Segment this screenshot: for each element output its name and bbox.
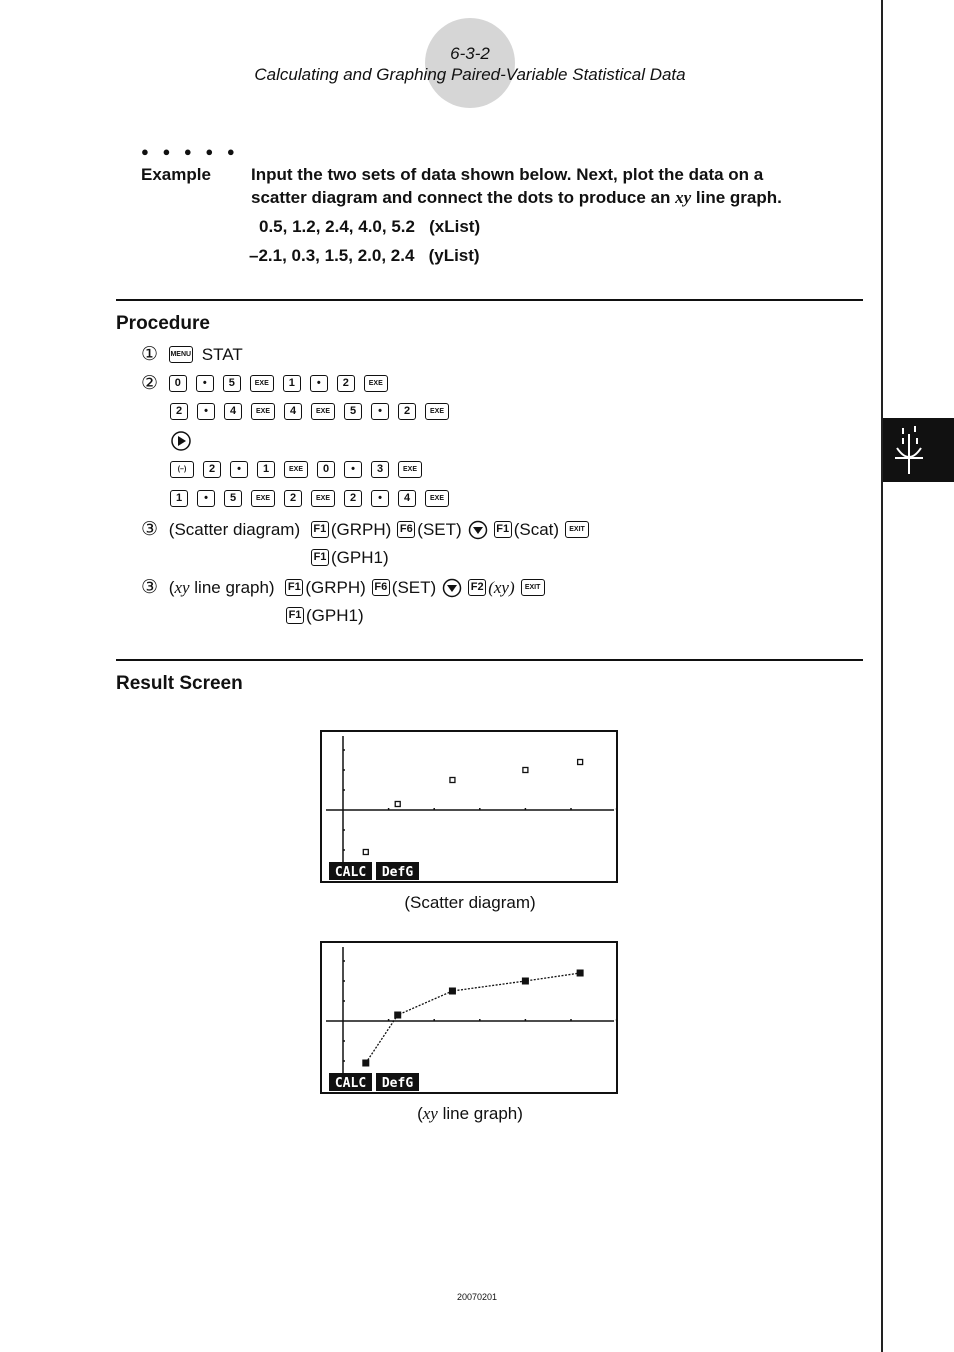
step-3a-line-1 xyxy=(141,518,598,541)
key-f6: F6 xyxy=(372,579,390,596)
key-dot: • xyxy=(371,403,389,420)
key-exe: EXE xyxy=(250,375,274,392)
gph1-text: (GPH1) xyxy=(331,547,389,567)
key-0: 0 xyxy=(169,375,187,392)
key-exe: EXE xyxy=(251,490,275,507)
menu-calc: CALC xyxy=(334,1076,367,1091)
key-dot: • xyxy=(196,375,214,392)
scat-text: (Scat) xyxy=(513,519,560,539)
key-exe: EXE xyxy=(398,461,422,478)
step-1 xyxy=(141,343,249,366)
line-caption xyxy=(320,1104,620,1124)
data-point xyxy=(578,760,583,765)
example-dots: ● ● ● ● ● xyxy=(141,144,240,159)
data-point xyxy=(522,978,529,985)
step-1-number: ① xyxy=(141,344,159,365)
gph1-text: (GPH1) xyxy=(306,605,364,625)
step-2-line-1 xyxy=(141,372,397,395)
step-2-line-2 xyxy=(170,401,458,421)
key-f2: F2 xyxy=(468,579,486,596)
step-3b-line-2 xyxy=(286,605,370,626)
data-point xyxy=(394,1012,401,1019)
key-2: 2 xyxy=(203,461,221,478)
key-f1: F1 xyxy=(311,521,329,538)
step-3a-number: ③ xyxy=(141,519,159,540)
procedure-heading: Procedure xyxy=(116,313,210,334)
step-2-number: ② xyxy=(141,373,159,394)
line-chart xyxy=(322,943,616,1092)
chapter-tab xyxy=(883,418,954,482)
key-dot: • xyxy=(344,461,362,478)
scatter-chart xyxy=(322,732,616,881)
page-edge-rule xyxy=(881,0,883,1352)
menu-calc: CALC xyxy=(334,865,367,880)
line-caption-xy: xy xyxy=(422,1104,438,1123)
key-dot: • xyxy=(310,375,328,392)
key-f1: F1 xyxy=(311,549,329,566)
menu-defg: DefG xyxy=(381,865,414,880)
key-5: 5 xyxy=(223,375,241,392)
key-f6: F6 xyxy=(397,521,415,538)
key-negative: (–) xyxy=(170,461,194,478)
step-3b-label-pre: ( xyxy=(168,577,175,597)
key-exe: EXE xyxy=(284,461,308,478)
page-title: Calculating and Graphing Paired-Variable Statistical Data xyxy=(254,65,686,84)
key-f1: F1 xyxy=(286,607,304,624)
key-exe: EXE xyxy=(425,403,449,420)
key-1: 1 xyxy=(283,375,301,392)
line-screen xyxy=(320,941,618,1094)
key-5: 5 xyxy=(224,490,242,507)
key-1: 1 xyxy=(170,490,188,507)
xlist-line xyxy=(259,217,480,237)
step-3b-line-1 xyxy=(141,576,554,599)
key-4: 4 xyxy=(398,490,416,507)
key-exe: EXE xyxy=(311,490,335,507)
key-f1: F1 xyxy=(494,521,512,538)
ylist-values: –2.1, 0.3, 1.5, 2.0, 2.4 xyxy=(249,246,415,265)
footer-code: 20070201 xyxy=(456,1292,498,1302)
ylist-line xyxy=(249,246,480,266)
key-exe: EXE xyxy=(425,490,449,507)
line-caption-post: line graph) xyxy=(437,1104,523,1123)
data-point xyxy=(450,778,455,783)
key-2: 2 xyxy=(398,403,416,420)
example-label: Example xyxy=(141,165,211,184)
key-2: 2 xyxy=(337,375,355,392)
key-exit: EXIT xyxy=(521,579,545,596)
stat-chapter-icon xyxy=(883,418,954,482)
set-text: (SET) xyxy=(417,519,462,539)
example-line-2-post: line graph. xyxy=(691,188,782,207)
step-2-line-3 xyxy=(170,430,192,452)
key-exe: EXE xyxy=(251,403,275,420)
example-line-1: Input the two sets of data shown below. Next, plot the data on a xyxy=(251,165,764,184)
key-2: 2 xyxy=(344,490,362,507)
line-caption-pre: ( xyxy=(417,1104,423,1123)
key-dot: • xyxy=(197,490,215,507)
scatter-caption: (Scatter diagram) xyxy=(404,893,536,912)
data-point xyxy=(395,802,400,807)
grph-text: (GRPH) xyxy=(305,577,366,597)
key-f1: F1 xyxy=(285,579,303,596)
right-arrow-icon xyxy=(170,430,192,452)
data-point xyxy=(523,768,528,773)
scatter-screen xyxy=(320,730,618,883)
step-3a-label: (Scatter diagram) xyxy=(168,519,301,539)
key-5: 5 xyxy=(344,403,362,420)
key-1: 1 xyxy=(257,461,275,478)
key-dot: • xyxy=(230,461,248,478)
data-point xyxy=(577,970,584,977)
set-text: (SET) xyxy=(391,577,437,597)
result-heading: Result Screen xyxy=(116,673,243,694)
divider-1 xyxy=(116,299,863,301)
key-4: 4 xyxy=(224,403,242,420)
step-3b-label xyxy=(169,578,275,597)
data-point xyxy=(449,988,456,995)
data-point xyxy=(362,1060,369,1067)
step-3b-label-post: line graph) xyxy=(189,577,275,597)
grph-text: (GRPH) xyxy=(330,519,392,539)
key-exe: EXE xyxy=(311,403,335,420)
example-line-2-xy: xy xyxy=(675,188,692,207)
xlist-label: (xList) xyxy=(429,217,481,236)
xlist-values: 0.5, 1.2, 2.4, 4.0, 5.2 xyxy=(259,217,415,236)
key-exe: EXE xyxy=(364,375,388,392)
step-2-line-4 xyxy=(170,459,431,479)
key-2: 2 xyxy=(284,490,302,507)
step-3a-line-2 xyxy=(311,547,395,568)
menu-defg: DefG xyxy=(381,1076,414,1091)
example-line-2 xyxy=(251,188,782,208)
page-number: 6-3-2 xyxy=(450,44,490,63)
step-2-line-5 xyxy=(170,488,458,508)
key-0: 0 xyxy=(317,461,335,478)
data-point xyxy=(363,850,368,855)
menu-key: MENU xyxy=(169,346,193,363)
down-arrow-icon xyxy=(468,520,488,540)
step-3b-label-xy: xy xyxy=(174,577,190,597)
down-arrow-icon xyxy=(442,578,462,598)
ylist-label: (yList) xyxy=(428,246,480,265)
key-2: 2 xyxy=(170,403,188,420)
example-line-2-pre: scatter diagram and connect the dots to produce an xyxy=(251,188,676,207)
key-dot: • xyxy=(371,490,389,507)
key-exit: EXIT xyxy=(565,521,589,538)
key-4: 4 xyxy=(284,403,302,420)
key-3: 3 xyxy=(371,461,389,478)
key-dot: • xyxy=(197,403,215,420)
step-3b-number: ③ xyxy=(141,577,159,598)
step-1-text: STAT xyxy=(201,344,243,364)
divider-2 xyxy=(116,659,863,661)
xy-text: (xy) xyxy=(488,577,515,597)
